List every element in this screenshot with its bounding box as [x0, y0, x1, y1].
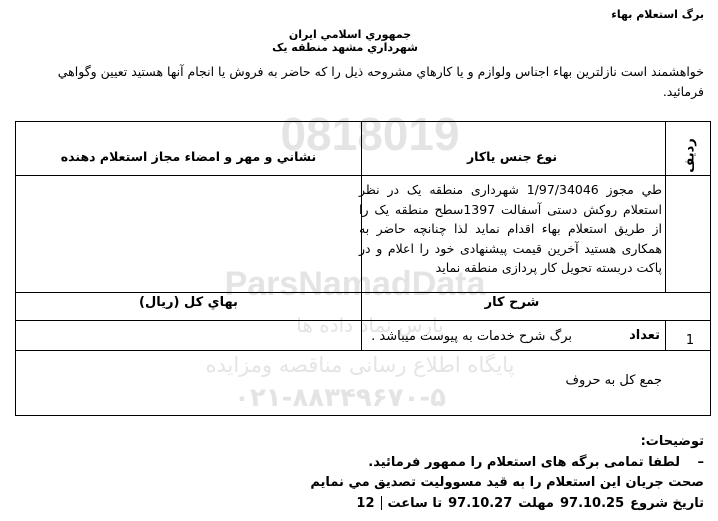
municipality-heading: شهرداري مشهد منطقه يک	[272, 41, 418, 54]
dates-line	[356, 496, 704, 511]
watermark-info: پایگاه اطلاع رسانی مناقصه ومزایده	[205, 353, 515, 377]
work-description-text: برگ شرح خدمات به پیوست میباشد .	[371, 329, 572, 344]
inquiry-table	[15, 121, 711, 416]
divider-header	[16, 175, 710, 176]
total-in-words-label: جمع كل به حروف	[565, 373, 662, 388]
deadline-value: 97.10.27	[448, 496, 513, 511]
note-certification: صحت جريان اين استعلام را به قيد مسووليت تصديق مي نمايم	[310, 475, 704, 490]
republic-heading: جمهوري اسلامي ايران	[288, 28, 412, 41]
note-stamp-pages: لطفا تمامی برگه های استعلام را ممهور فرمائید.	[368, 455, 680, 470]
watermark-brand-fa: پارس نماد داده ها	[296, 313, 444, 337]
row-number: 1	[685, 333, 695, 348]
column-header-work-description: شرح كار	[484, 295, 540, 310]
divider-row-col-item	[665, 320, 666, 350]
request-paragraph: خواهشمند است نازلترين بهاء اجناس ولوازم و يا كارهاي مشروحه ذيل را كه حاضر به فروش يا انجام آنها هستيد تعيين وگواهي فرمائيد.	[57, 64, 704, 99]
note-bullet: –	[697, 455, 704, 470]
watermark-number: 0818019	[280, 108, 460, 160]
watermark-phone: ۰۲۱-۸۸۳۴۹۶۷۰-۵	[233, 383, 447, 410]
divider-row-col	[665, 122, 666, 292]
document-title: برگ استعلام بهاء	[611, 8, 704, 21]
hour-value: 12	[356, 496, 375, 511]
column-header-type: نوع جنس ياكار	[466, 149, 558, 164]
divider-description	[16, 292, 710, 293]
start-date-value: 97.10.25	[559, 496, 625, 511]
column-header-row: رديف	[682, 138, 698, 173]
hour-cursor	[381, 496, 382, 510]
item-description: طي مجوز 1/97/34046 شهرداری منطقه یک در نظر استعلام روکش دستی آسفالت 1397سطح منطقه یک را از طریق استعلام بهاء اقدام نماید لذا چنانچه حاضر به همکاری هستید آخرین قیمت پیشنهادی خود را اعلام و در پاکت دربسته تحویل کار پردازی منطقه نماید	[359, 182, 662, 275]
notes-title: توضيحات:	[640, 434, 704, 449]
start-date-label: تاریخ شروع	[630, 496, 704, 511]
hour-label: تا ساعت	[387, 496, 443, 511]
watermark-brand: ParsNamadData	[224, 265, 486, 303]
divider-sharh-header	[16, 320, 710, 321]
quantity-label: تعداد	[629, 328, 660, 343]
deadline-label: مهلت	[518, 496, 554, 511]
divider-item-row	[16, 350, 710, 351]
column-header-signature: نشاني و مهر و امضاء مجاز استعلام دهنده	[60, 149, 317, 164]
column-header-total-price: بهاي كل (ريال)	[139, 295, 238, 310]
